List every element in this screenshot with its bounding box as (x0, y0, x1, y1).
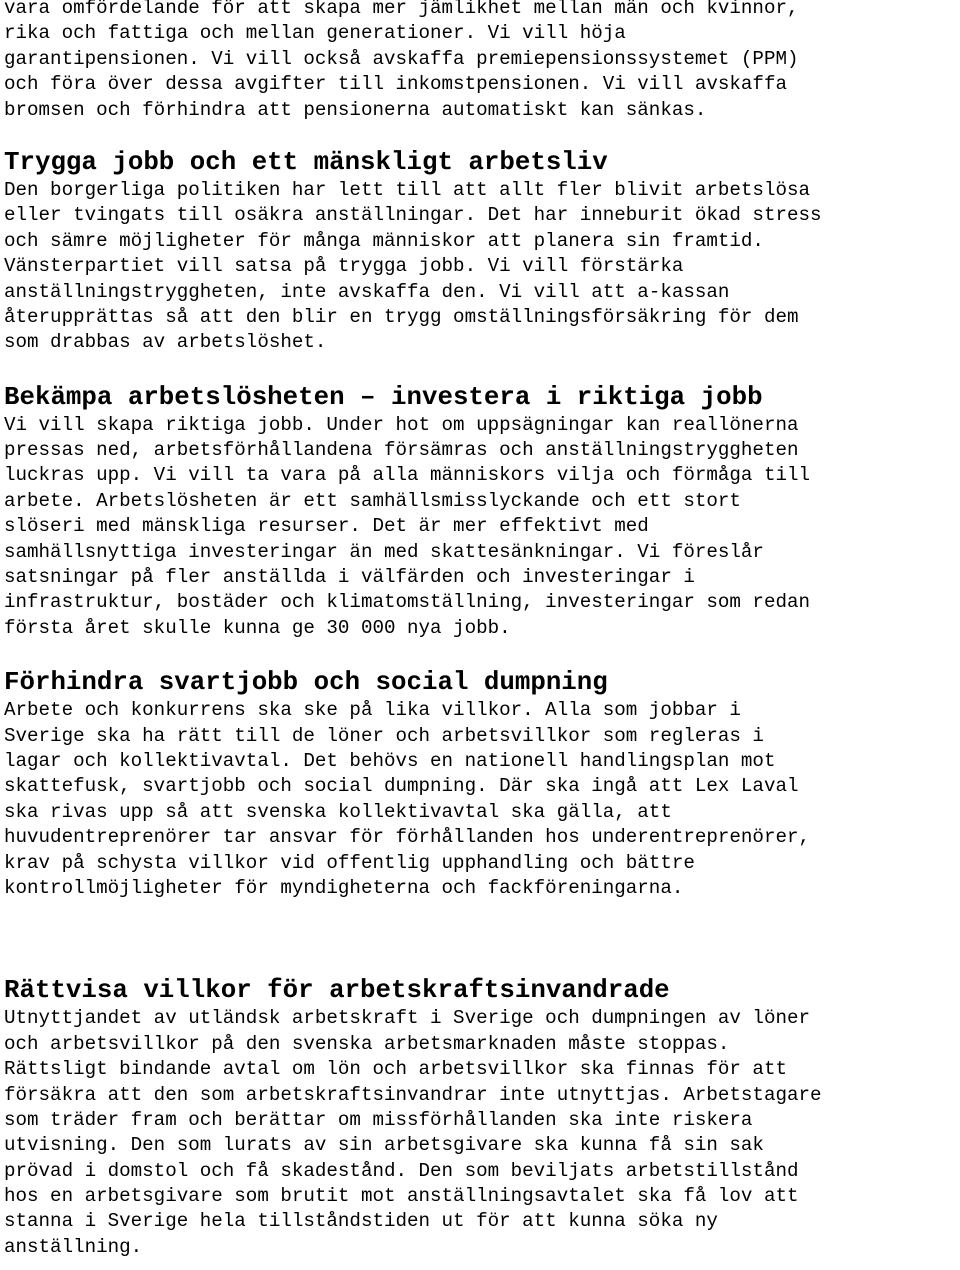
text-line: samhällsnyttiga investeringar än med skattesänkningar. Vi föreslår (4, 540, 764, 563)
text-line: utvisning. Den som lurats av sin arbetsgivare ska kunna få sin sak (4, 1134, 764, 1157)
document-page (4, 0, 960, 1260)
text-line: skattefusk, svartjobb och social dumpning. Där ska ingå att Lex Laval (4, 775, 799, 798)
text-line: huvudentreprenörer tar ansvar för förhållanden hos underentreprenörer, (4, 826, 811, 849)
text-line: Rättsligt bindande avtal om lön och arbetsvillkor ska finnas för att (4, 1058, 787, 1081)
text-line: rika och fattiga och mellan generationer. Vi vill höja (4, 22, 626, 45)
section-trygga-jobb (4, 148, 960, 356)
text-line: Utnyttjandet av utländsk arbetskraft i Sverige och dumpningen av löner (4, 1007, 811, 1030)
text-line: anställningstryggheten, inte avskaffa den. Vi vill att a-kassan (4, 280, 730, 303)
text-line: lagar och kollektivavtal. Det behövs en nationell handlingsplan mot (4, 749, 776, 772)
text-line: Vänsterpartiet vill satsa på trygga jobb. Vi vill förstärka (4, 255, 684, 278)
text-line: vara omfördelande för att skapa mer jämlikhet mellan män och kvinnor, (4, 0, 799, 19)
text-line: som drabbas av arbetslöshet. (4, 331, 327, 354)
section-heading: Rättvisa villkor för arbetskraftsinvandrade (4, 976, 670, 1006)
section-heading: Trygga jobb och ett mänskligt arbetsliv (4, 147, 608, 177)
text-line: ska rivas upp så att svenska kollektivavtal ska gälla, att (4, 800, 672, 823)
text-line: luckras upp. Vi vill ta vara på alla människors vilja och förmåga till (4, 464, 811, 487)
text-line: infrastruktur, bostäder och klimatomställning, investeringar som redan (4, 591, 811, 614)
text-line: som träder fram och berättar om missförhållanden ska inte riskera (4, 1108, 753, 1131)
text-line: Arbete och konkurrens ska ske på lika villkor. Alla som jobbar i (4, 699, 741, 722)
text-line: och arbetsvillkor på den svenska arbetsmarknaden måste stoppas. (4, 1032, 730, 1055)
text-line: satsningar på fler anställda i välfärden och investeringar i (4, 566, 695, 589)
text-line: Sverige ska ha rätt till de löner och arbetsvillkor som regleras i (4, 724, 764, 747)
section-heading: Bekämpa arbetslösheten – investera i riktiga jobb (4, 382, 763, 412)
text-line: prövad i domstol och få skadestånd. Den som beviljats arbetstillstånd (4, 1159, 799, 1182)
text-line: slöseri med mänskliga resurser. Det är mer effektivt med (4, 515, 649, 538)
section-forhindra-svartjobb (4, 668, 960, 901)
text-line: Den borgerliga politiken har lett till att allt fler blivit arbetslösa (4, 178, 811, 201)
section-rattvisa-villkor (4, 976, 960, 1260)
text-line: arbete. Arbetslösheten är ett samhällsmisslyckande och ett stort (4, 489, 741, 512)
text-line: och sämre möjligheter för många människor att planera sin framtid. (4, 229, 764, 252)
text-line: kontrollmöjligheter för myndigheterna och fackföreningarna. (4, 876, 684, 899)
text-line: krav på schysta villkor vid offentlig upphandling och bättre (4, 851, 695, 874)
text-line: försäkra att den som arbetskraftsinvandrar inte utnyttjas. Arbetstagare (4, 1083, 822, 1106)
text-line: stanna i Sverige hela tillståndstiden ut för att kunna söka ny (4, 1210, 718, 1233)
section-heading: Förhindra svartjobb och social dumpning (4, 668, 608, 698)
text-line: eller tvingats till osäkra anställningar. Det har inneburit ökad stress (4, 204, 822, 227)
section-bekampa-arbetslosheten (4, 383, 960, 642)
text-line: anställning. (4, 1235, 143, 1258)
text-line: garantipensionen. Vi vill också avskaffa premiepensionssystemet (PPM) (4, 47, 799, 70)
text-line: hos en arbetsgivare som brutit mot anställningsavtalet ska få lov att (4, 1185, 799, 1208)
text-line: första året skulle kunna ge 30 000 nya jobb. (4, 616, 511, 639)
intro-paragraph (4, 0, 960, 123)
text-line: bromsen och förhindra att pensionerna automatiskt kan sänkas. (4, 98, 707, 121)
text-line: återupprättas så att den blir en trygg omställningsförsäkring för dem (4, 305, 799, 328)
text-line: pressas ned, arbetsförhållandena försämras och anställningstryggheten (4, 439, 799, 462)
text-line: och föra över dessa avgifter till inkomstpensionen. Vi vill avskaffa (4, 73, 787, 96)
text-line: Vi vill skapa riktiga jobb. Under hot om uppsägningar kan reallönerna (4, 413, 799, 436)
